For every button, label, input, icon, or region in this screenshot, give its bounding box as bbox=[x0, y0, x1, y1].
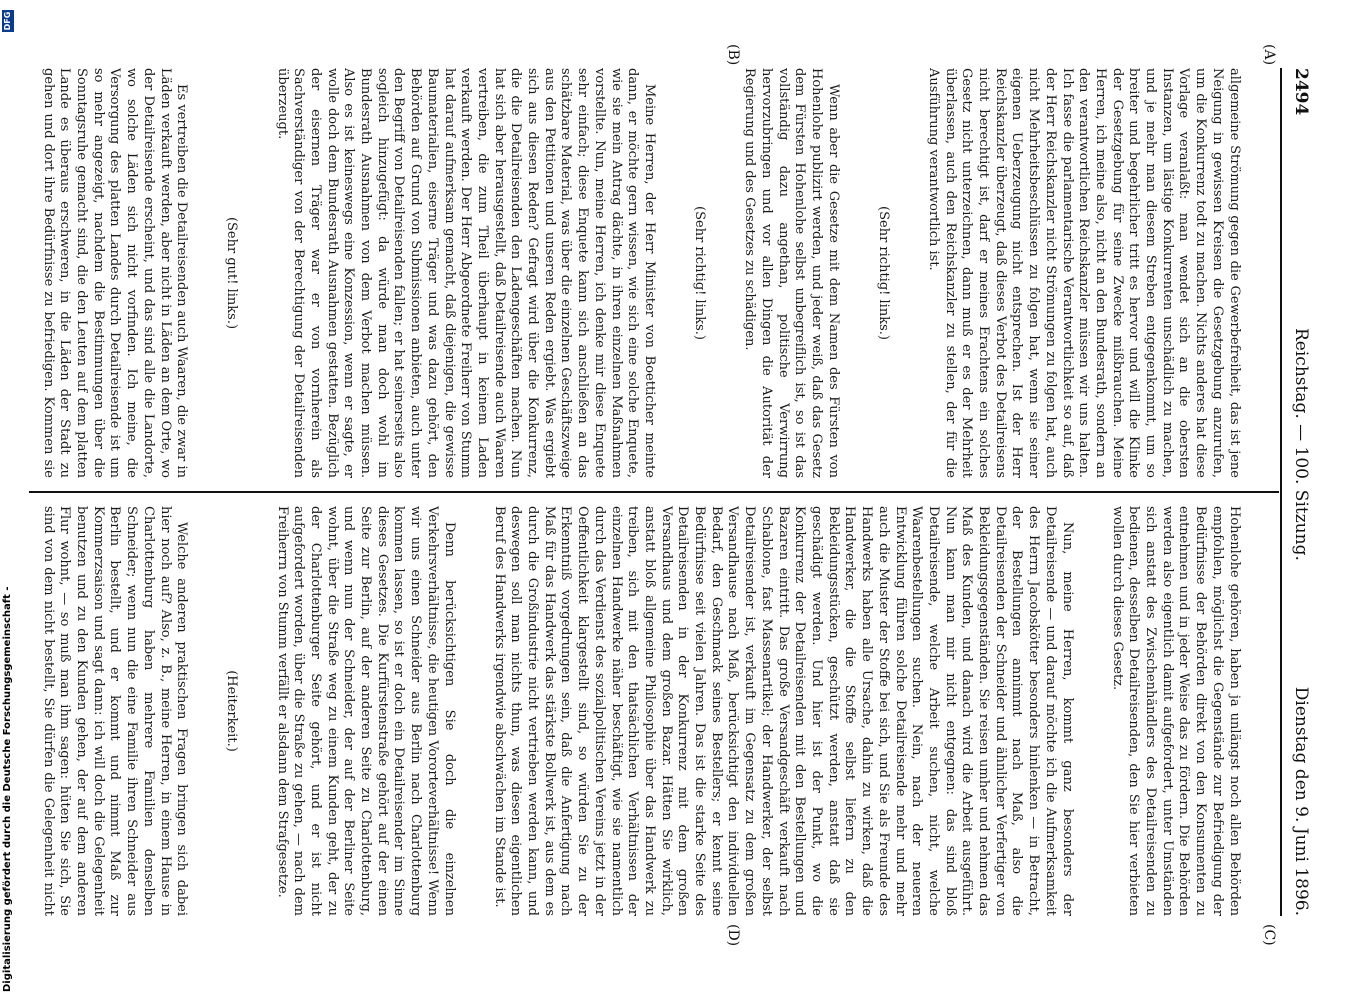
interjection: (Heiterkeit.) bbox=[224, 670, 240, 752]
paragraph: Meine Herren, der Herr Minister von Boetticher meinte dann, er möchte gern wissen, wie sich eine solche Enquete, wie sie mein Antrag dächte, in ihren einzelnen Maßnahmen vorstellte. Nun, meine Herren, ich denke mir diese Enquete sehr einfach; diese Enquete kann sich anschließen an das schätzbare Material, was über die einzelnen Geschäftszweige aus den Petitionen und unseren Reden ergiebt. Was ergiebt sich aus diesen Reden? Gefragt wird über die Konkurrenz, die die Detailreisenden den Ladengeschäften machen. Nun hat sich aber herausgestellt, daß Detailreisende auch Waaren vertreiben, die zum Theil überhaupt in keinem Laden verkauft werden. Der Herr Abgeordnete Freiherr von Stumm hat darauf aufmerksam gemacht, daß diejenigen, die gewisse Baumaterialien, eiserne Träger und was dazu gehört, den Behörden auf Grund von Submissionen anbieten, auch unter den Begriff von Detailreisenden fallen; er hat seinerseits also sogleich hinzugefügt: da würde man doch wohl im Bundesrath Ausnahmen von dem Verbot machen müssen. Also es ist keineswegs eine Konzession, wenn er sagte, er wolle doch dem Bundesrath Ausnahmen gestatten. Bezüglich der eisernen Träger war er von vornherein als Sachverständiger von der Berechtigung der Detailreisenden überzeugt. bbox=[274, 68, 657, 478]
paragraph: Nun, meine Herren, kommt ganz besonders der Detailreisende — und darauf möchte ich die Aufmerksamkeit des Herrn Jacobskötter besonders hinlenken — in Betracht, der Bestellungen annimmt nach Maß, also die Detailreisenden der Schneider und ähnlicher Verfertiger von Bekleidungsgegenständen. Sie reisen umher und nehmen das Maß des Kunden, und danach wird die Arbeit ausgeführt. Nun kann man mir nicht entgegnen: das sind bloß Detailreisende, welche Arbeit suchen, nicht, welche Waarenbestellungen suchen. Nein, nach der neueren Entwicklung führen solche Detailreisende mehr und mehr auch die Muster der Stoffe bei sich, und Sie als Freunde des Handwerks haben alle Ursache, dahin zu wirken, daß die Handwerker, die die Stoffe selbst liefern zu den Bekleidungsstücken, geschützt werden, anstatt daß sie geschädigt werden. Und hier ist der Punkt, wo die Konkurrenz der Detailreisenden mit den Bestellungen und Bazaren eintritt. Das große Versandgeschäft verkauft nach Schablone, fast Massenartikel; der Handwerker, der selbst Detailreisender ist, verkauft im Gegensatz zu dem großen Versandhause nach Maß, berücksichtigt den individuellen Bedarf, den Geschmack seines Bestellers; er kennt seine Bedürfnisse seit vielen Jahren. Das ist die starke Seite des Detailreisenden in der Konkurrenz mit dem großen Versandhaus und dem großen Bazar. Hätten Sie wirklich, anstatt bloß allgemeine Philosophie über das Handwerk zu treiben, sich mit den thatsächlichen Verhältnissen der einzelnen Handwerke näher beschäftigt, wie sie namentlich durch das Verdienst des sozialpolitischen Vereins jetzt in der Oeffentlichkeit klargestellt sind, so würden Sie zu der Erkenntniß vorgedrungen sein, daß die Anfertigung nach Maß für das Handwerk das stärkste Bollwerk ist, aus dem es durch die Großindustrie nicht vertrieben werden kann, und deswegen soll man nichts thun, was diesen eigentlichen Beruf des Handwerks irgendwie abschwächen im Stande ist. bbox=[491, 506, 1075, 916]
header-title: Reichstag. — 100. Sitzung. bbox=[1291, 328, 1311, 561]
margin-marker-a: (A) bbox=[1261, 44, 1277, 66]
margin-marker-d: (D) bbox=[725, 924, 741, 947]
paragraph: Hohenlohe gehören, haben ja unlängst noch allen Behörden empfohlen, möglichst die Gegenstände zur Befriedigung der Bedürfnisse der Behörden direkt von den Konsumenten zu entnehmen und in jeder Weise das zu fördern. Die Behörden werden also eigentlich damit aufgefordert, unter Umständen sich anstatt des Zwischenhändlers des Detailreisenden zu bedienen, desselben Detailreisenden, den Sie hier verbieten wollen durch dieses Gesetz. bbox=[1109, 506, 1242, 916]
digitization-credit: Digitalisierung gefördert durch die Deutsche Forschungsgemeinschaft - bbox=[2, 586, 13, 992]
header-rule bbox=[1280, 68, 1282, 916]
paragraph: Denn berücksichtigen Sie doch die einzelnen Verkehrsverhältnisse, die heutigen Vororteverhältnisse! Wenn wir uns einen Schneider aus Berlin nach Charlottenburg kommen lassen, so ist er doch ein Detailreisender im Sinne dieses Gesetzes. Die Kurfürstenstraße gehört auf der einen Seite zur Berlin, auf der anderen Seite zu Charlottenburg, und wenn nun der Schneider, der auf der Berliner Seite wohnt, über die Straße weg zu einem Kunden geht, der zu der Charlottenburger Seite gehört, und er ist nicht aufgefordert worden, über die Straße zu gehen, — nach dem Freiherrn von Stumm verfällt er alsdann dem Strafgesetze. bbox=[274, 506, 457, 916]
paragraph: Wenn aber die Gesetze mit dem Namen des Fürsten von Hohenlohe publizirt werden, und jeder weiß, daß das Gesetz dem Fürsten Hohenlohe selbst unbegreiflich ist, so ist das vollständig dazu angethan, politische Verwirrung hervorzubringen und vor allen Dingen die Autorität der Regierung und des Gesetzes zu schädigen. bbox=[742, 68, 841, 478]
column-divider bbox=[29, 491, 1279, 493]
paragraph: Es vertreiben die Detailreisenden auch Waaren, die zwar in Läden verkauft werden, aber nicht in Läden an dem Orte, wo der Detailreisende erscheint, und das sind alle die Landorte, wo solche Läden sich nicht vorfinden. Ich meine, die Versorgung des platten Landes durch Detailreisende ist um so mehr angezeigt, nachdem die Bestimmungen über die Sonntagsruhe gemacht sind, die den Leuten auf dem platten Lande es überaus erschweren, in die Läden der Stadt zu gehen und dort ihre Bedürfnisse zu befriedigen. Kommen sie bbox=[40, 68, 190, 478]
paragraph: allgemeine Strömung gegen die Gewerbefreiheit, das ist jene Neigung in gewissen Kreisen die Gesetzgebung anzurufen, um die Konkurrenz todt zu machen. Nichts anderes hat diese Vorlage veranlaßt: man wendet sich an die obersten Instanzen, um lästige Konkurrenten unschädlich zu machen, und je mehr man diesem Streben entgegenkommt, um so breiter und begehrlicher tritt es hervor und will die Klinke der Gesetzgebung für seine Zwecke mißbrauchen. Meine Herren, ich meine also, nicht an den Bundesrath, sondern an den verantwortlichen Reichskanzler müssen wir uns halten. Ich fasse die parlamentarische Verantwortlichkeit so auf, daß der Herr Reichskanzler nicht Strömungen zu folgen hat, auch nicht Mehrheitsbeschlüssen zu folgen hat, wenn sie seiner eigenen Ueberzeugung nicht entsprechen. Ist der Herr Reichskanzler überzeugt, daß dieses Verbot des Detailreisens nicht berechtigt ist, darf er meines Erachtens ein solches Gesetz nicht unterzeichnen, dann muß er es der Mehrheit überlassen, auch den Reichskanzler zu stellen, der für die Ausführung verantwortlich ist. bbox=[925, 68, 1242, 478]
right-column bbox=[40, 506, 1275, 916]
interjection: (Sehr gut! links.) bbox=[224, 216, 240, 330]
interjection: (Sehr richtig! links.) bbox=[875, 206, 891, 340]
paragraph: Welche anderen praktischen Fragen bringen sich dabei hier noch auf? Also, z. B., meine Herren, in einem Hause in Charlottenburg haben mehrere Familien denselben Schneider; wenn nun die eine Familie ihren Schneider aus Berlin bestellt, und er kommt und nimmt Maß zur Kommerzsaison und sagt dann: ich will doch die Gelegenheit benutzen und zu den Kunden gehen, der auf dem anderen Flur wohnt, — so muß man ihm sagen: hüten Sie sich, Sie sind von dem nicht bestellt, Sie dürfen die Gelegenheit nicht bbox=[40, 506, 190, 916]
margin-marker-c: (C) bbox=[1261, 924, 1277, 946]
page-header bbox=[1287, 68, 1311, 916]
dfg-logo: DFG bbox=[3, 11, 12, 31]
footer-strip bbox=[0, 0, 22, 1000]
page-number: 2494 bbox=[1291, 68, 1311, 116]
left-column bbox=[40, 68, 1275, 478]
header-date: Dienstag den 9. Juni 1896. bbox=[1291, 686, 1311, 916]
interjection: (Sehr richtig! links.) bbox=[692, 206, 708, 340]
margin-marker-b: (B) bbox=[725, 44, 741, 66]
